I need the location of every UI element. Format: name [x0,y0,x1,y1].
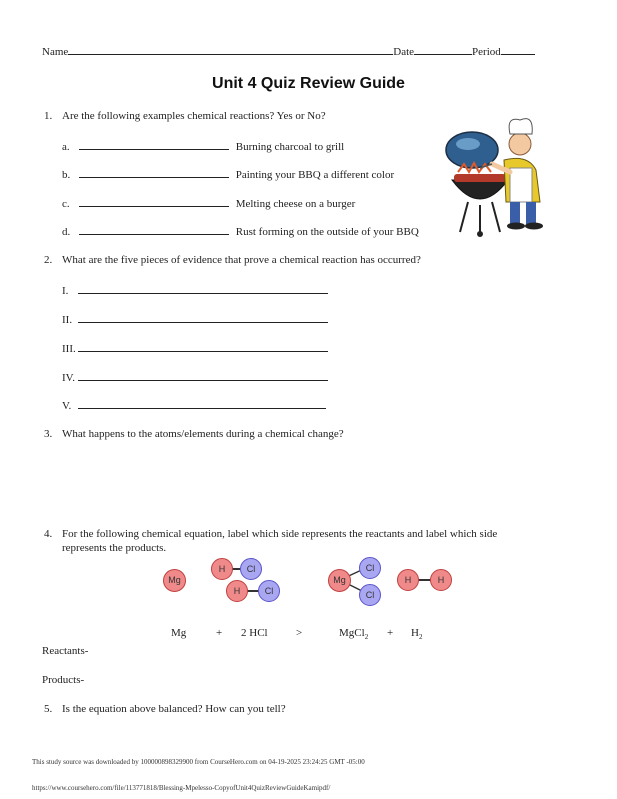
atom-mg: Mg [163,569,186,592]
q2-item-5 [62,398,326,412]
q2-answer-3[interactable] [78,341,328,352]
q1-item-letter: c. [62,198,70,210]
atom-cl-1: Cl [240,558,262,580]
atom-h2-2: H [430,569,452,591]
q2-item-1 [62,283,328,297]
chef-head [509,133,531,155]
reactants-label: Reactants- [42,645,89,657]
q2-answer-5[interactable] [78,398,326,409]
atom-h2-1: H [397,569,419,591]
q1-item-text: Painting your BBQ a different color [235,169,395,181]
q1-item-text: Melting cheese on a burger [235,198,356,210]
bbq-chef-illustration [440,110,550,238]
eq-mg: Mg [171,627,187,639]
footer-download-notice: This study source was downloaded by 100000898329900 from CourseHero.com on 04-19-2025 23:24:25 GMT -05:00 [32,758,365,766]
q1-number: 1. [44,110,53,122]
eq-mgcl2 [339,627,368,641]
eq-h: H [411,627,419,639]
q3-number: 3. [44,428,53,440]
q1-item-letter: b. [62,169,71,181]
q1-item-text: Burning charcoal to grill [235,141,345,153]
eq-arrow: > [296,627,303,639]
q2-item-numeral: V. [62,400,72,412]
eq-mgcl: MgCl [339,627,365,639]
atom-h-1: H [211,558,233,580]
eq-hcl: 2 HCl [241,627,268,639]
q1-answer-b[interactable] [79,167,229,178]
atom-mg-product: Mg [328,569,351,592]
q1-item-text: Rust forming on the outside of your BBQ [235,226,419,238]
products-label: Products- [42,674,85,686]
q4-number: 4. [44,528,53,540]
atom-cl-product-2: Cl [359,584,381,606]
name-label: Name [42,46,69,58]
q1-answer-c[interactable] [79,196,229,207]
name-field[interactable] [68,44,393,55]
q4-text-line1: For the following chemical equation, label which side represents the reactants and label which side [62,528,498,540]
q3-text: What happens to the atoms/elements during a chemical change? [62,428,344,440]
footer-source-url[interactable]: https://www.coursehero.com/file/113771818/Blessing-Mpelesso-CopyofUnit4QuizReviewGuideKamipdf/ [32,784,331,792]
q2-item-numeral: I. [62,285,69,297]
date-label: Date [393,46,415,58]
q1-item-b [62,167,394,181]
date-field[interactable] [414,44,472,55]
q2-item-2 [62,312,328,326]
period-label: Period [472,46,501,58]
q5-number: 5. [44,703,53,715]
q1-item-d [62,224,419,238]
q2-item-numeral: IV. [62,372,75,384]
q2-item-3 [62,341,328,355]
eq-plus-2: + [387,627,394,639]
q1-answer-d[interactable] [79,224,229,235]
eq-mgcl-sub: 2 [364,633,369,642]
grill-food [454,174,506,182]
q1-answer-a[interactable] [79,139,229,150]
header-row [42,44,535,58]
q2-answer-1[interactable] [78,283,328,294]
q1-text: Are the following examples chemical reactions? Yes or No? [62,110,326,122]
q5-text: Is the equation above balanced? How can you tell? [62,703,286,715]
q2-item-numeral: II. [62,314,73,326]
q2-text: What are the five pieces of evidence that prove a chemical reaction has occurred? [62,254,421,266]
q1-item-c [62,196,355,210]
period-field[interactable] [501,44,535,55]
q2-answer-4[interactable] [78,370,328,381]
q2-item-4 [62,370,328,384]
eq-h2-sub: 2 [418,633,423,642]
eq-plus-1: + [216,627,223,639]
grill-lid-shine [456,138,480,150]
q4-text-line2: represents the products. [62,542,167,554]
q2-item-numeral: III. [62,343,76,355]
q1-item-letter: d. [62,226,71,238]
q2-number: 2. [44,254,53,266]
grill-bowl [452,180,508,199]
atom-h-2: H [226,580,248,602]
atom-cl-2: Cl [258,580,280,602]
atom-cl-product-1: Cl [359,557,381,579]
chef-hat [509,119,532,134]
q1-item-a [62,139,344,153]
chef-apron [510,168,532,202]
q1-item-letter: a. [62,141,70,153]
page-title: Unit 4 Quiz Review Guide [212,75,405,92]
q2-answer-2[interactable] [78,312,328,323]
eq-h2 [411,627,422,641]
